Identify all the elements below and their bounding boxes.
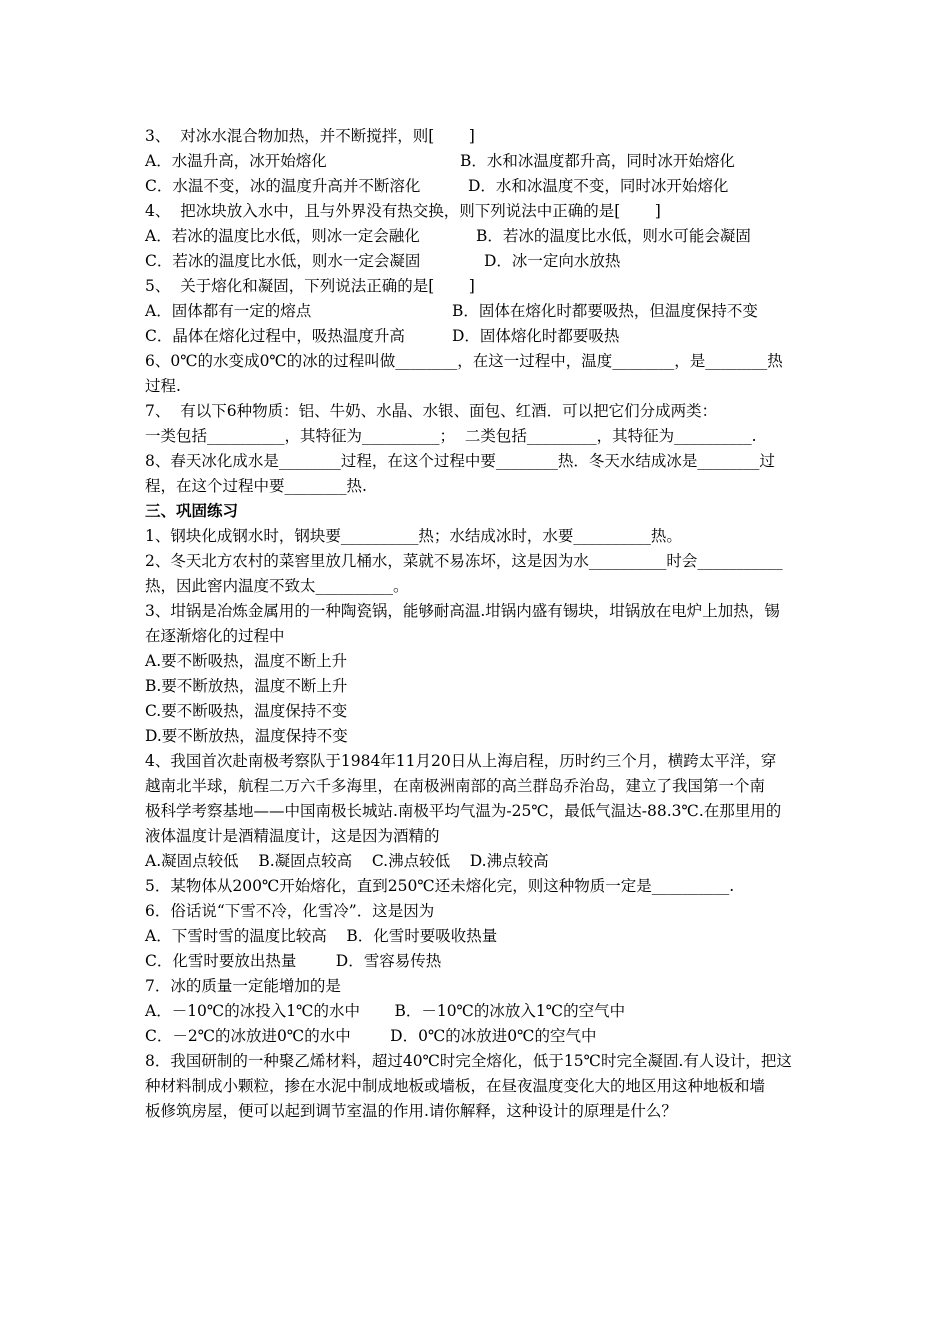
exercise-7-options-ab: A．－10℃的冰投入1℃的水中 B．－10℃的冰放入1℃的空气中	[145, 1002, 626, 1020]
exercise-3-option-a: A.要不断吸热，温度不断上升	[145, 652, 348, 670]
q7-line-2: 一类包括__________，其特征为__________； 二类包括_________，其特征为__________.	[145, 427, 757, 445]
exercise-3-option-d: D.要不断放热，温度保持不变	[145, 727, 348, 745]
q4-stem: 4、 把冰块放入水中，且与外界没有热交换，则下列说法中正确的是[ ]	[145, 202, 661, 220]
section-title: 三、巩固练习	[145, 501, 239, 520]
exercise-6-stem: 6．俗话说“下雪不冷，化雪冷”．这是因为	[145, 902, 435, 920]
exercise-4-line-2: 越南北半球，航程二万六千多海里，在南极洲南部的高兰群岛乔治岛，建立了我国第一个南	[145, 777, 766, 795]
q4-option-d: D．冰一定向水放热	[484, 252, 621, 270]
q4-option-b: B．若冰的温度比水低，则水可能会凝固	[476, 227, 751, 245]
exercise-2-line-1: 2、冬天北方农村的菜窖里放几桶水，菜就不易冻坏，这是因为水__________时会___________	[145, 552, 783, 570]
exercise-2-line-2: 热，因此窖内温度不致太__________。	[145, 577, 409, 595]
q3-option-d: D．水和冰温度不变，同时冰开始熔化	[468, 177, 729, 195]
exercise-3-line-1: 3、坩锅是冶炼金属用的一种陶瓷锅，能够耐高温.坩锅内盛有锡块，坩锅放在电炉上加热，锡	[145, 602, 780, 620]
exercise-4-line-3: 极科学考察基地——中国南极长城站.南极平均气温为-25℃，最低气温达-88.3℃.在那里用的	[145, 802, 782, 820]
exercise-8-line-2: 种材料制成小颗粒，掺在水泥中制成地板或墙板，在昼夜温度变化大的地区用这种地板和墙	[145, 1077, 766, 1095]
q4-option-a: A．若冰的温度比水低，则冰一定会融化	[145, 227, 420, 245]
exercise-4-line-1: 4、我国首次赴南极考察队于1984年11月20日从上海启程，历时约三个月，横跨太平洋，穿	[145, 752, 777, 770]
exercise-4-line-4: 液体温度计是酒精温度计，这是因为酒精的	[145, 827, 440, 845]
q5-option-c: C．晶体在熔化过程中，吸热温度升高	[145, 327, 405, 345]
q5-stem: 5、 关于熔化和凝固，下列说法正确的是[ ]	[145, 277, 475, 295]
q6-line-1: 6、0℃的水变成0℃的冰的过程叫做________，在这一过程中，温度________，是________热	[145, 352, 783, 370]
q6-line-2: 过程.	[145, 377, 181, 395]
exercise-7-options-cd: C．－2℃的冰放进0℃的水中 D．0℃的冰放进0℃的空气中	[145, 1027, 597, 1045]
q3-option-a: A．水温升高，冰开始熔化	[145, 152, 327, 170]
exercise-8-line-1: 8．我国研制的一种聚乙烯材料，超过40℃时完全熔化，低于15℃时完全凝固.有人设计，把这	[145, 1052, 792, 1070]
q7-line-1: 7、 有以下6种物质：铝、牛奶、水晶、水银、面包、红酒．可以把它们分成两类：	[145, 402, 718, 420]
q3-option-c: C．水温不变，冰的温度升高并不断溶化	[145, 177, 421, 195]
exercise-5: 5．某物体从200℃开始熔化，直到250℃还未熔化完，则这种物质一定是__________.	[145, 877, 735, 895]
q4-option-c: C．若冰的温度比水低，则水一定会凝固	[145, 252, 421, 270]
exercise-1: 1、钢块化成钢水时，钢块要__________热；水结成冰时，水要__________热。	[145, 527, 682, 545]
q5-option-a: A．固体都有一定的熔点	[145, 302, 312, 320]
q5-option-b: B．固体在熔化时都要吸热，但温度保持不变	[452, 302, 758, 320]
q3-stem: 3、 对冰水混合物加热，并不断搅拌，则[ ]	[145, 127, 475, 145]
q5-option-d: D．固体熔化时都要吸热	[452, 327, 620, 345]
exercise-4-options: A.凝固点较低 B.凝固点较高 C.沸点较低 D.沸点较高	[145, 852, 549, 870]
exercise-6-options-ab: A．下雪时雪的温度比较高 B．化雪时要吸收热量	[145, 927, 498, 945]
exercise-3-option-c: C.要不断吸热，温度保持不变	[145, 702, 348, 720]
exercise-8-line-3: 板修筑房屋，便可以起到调节室温的作用.请你解释，这种设计的原理是什么？	[145, 1102, 677, 1120]
q8-line-1: 8、春天冰化成水是________过程，在这个过程中要________热．冬天水结成冰是________过	[145, 452, 775, 470]
exercise-3-line-2: 在逐渐熔化的过程中	[145, 627, 285, 645]
exercise-6-options-cd: C．化雪时要放出热量 D．雪容易传热	[145, 952, 442, 970]
exercise-3-option-b: B.要不断放热，温度不断上升	[145, 677, 348, 695]
exercise-7-stem: 7．冰的质量一定能增加的是	[145, 977, 341, 995]
q3-option-b: B．水和冰温度都升高，同时冰开始熔化	[460, 152, 735, 170]
q8-line-2: 程，在这个过程中要________热.	[145, 477, 367, 495]
